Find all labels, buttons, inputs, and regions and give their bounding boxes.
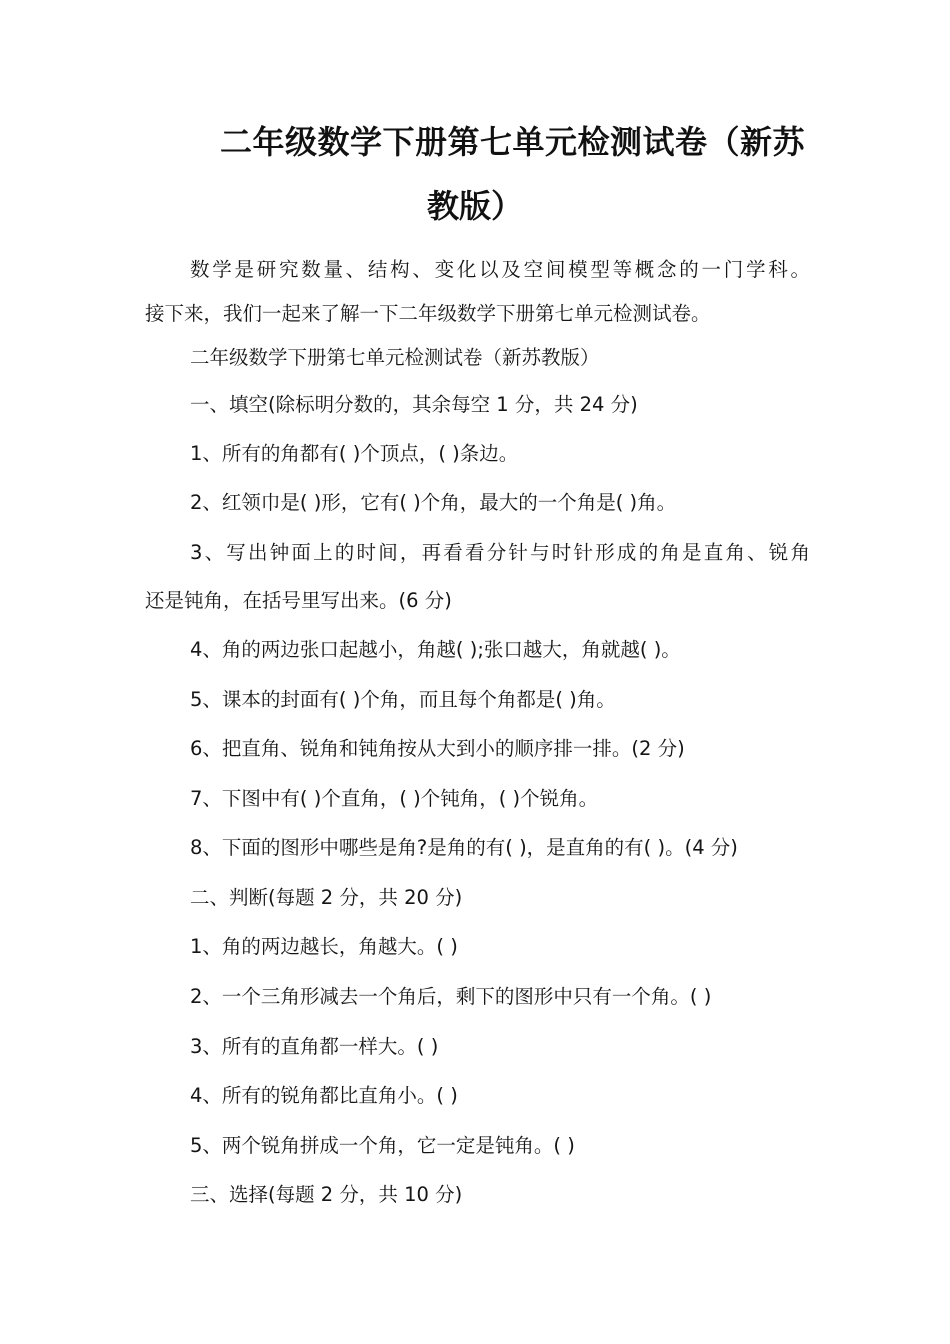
- intro-paragraph-line-2: 接下来，我们一起来了解一下二年级数学下册第七单元检测试卷。: [145, 302, 711, 325]
- section-1-question-3-line-1: 3、写出钟面上的时间，再看看分针与时针形成的角是直角、锐角: [190, 541, 810, 564]
- section-2-question-2: 2、一个三角形减去一个角后，剩下的图形中只有一个角。( ): [190, 985, 712, 1008]
- section-1-question-6: 6、把直角、锐角和钝角按从大到小的顺序排一排。(2 分): [190, 737, 685, 760]
- section-2-question-4: 4、所有的锐角都比直角小。( ): [190, 1084, 458, 1107]
- section-3-heading: 三、选择(每题 2 分，共 10 分): [190, 1183, 463, 1206]
- document-title-line-2: 教版）: [426, 187, 523, 225]
- document-subtitle: 二年级数学下册第七单元检测试卷（新苏教版）: [190, 346, 600, 369]
- intro-paragraph-line-1: 数学是研究数量、结构、变化以及空间模型等概念的一门学科。: [190, 258, 810, 281]
- section-1-question-5: 5、课本的封面有( )个角，而且每个角都是( )角。: [190, 688, 616, 711]
- section-1-question-7: 7、下图中有( )个直角，( )个钝角，( )个锐角。: [190, 787, 599, 810]
- section-1-question-3-line-2: 还是钝角，在括号里写出来。(6 分): [145, 589, 452, 612]
- section-2-question-3: 3、所有的直角都一样大。( ): [190, 1035, 439, 1058]
- section-1-question-1: 1、所有的角都有( )个顶点，( )条边。: [190, 442, 519, 465]
- section-1-question-4: 4、角的两边张口起越小，角越( );张口越大，角就越( )。: [190, 638, 681, 661]
- section-1-question-2: 2、红领巾是( )形，它有( )个角，最大的一个角是( )角。: [190, 491, 677, 514]
- section-1-question-8: 8、下面的图形中哪些是角?是角的有( )，是直角的有( )。(4 分): [190, 836, 738, 859]
- section-2-question-5: 5、两个锐角拼成一个角，它一定是钝角。( ): [190, 1134, 575, 1157]
- section-1-heading: 一、填空(除标明分数的，其余每空 1 分，共 24 分): [190, 393, 638, 416]
- section-2-heading: 二、判断(每题 2 分，共 20 分): [190, 886, 463, 909]
- document-title-line-1: 二年级数学下册第七单元检测试卷（新苏: [219, 123, 805, 161]
- section-2-question-1: 1、角的两边越长，角越大。( ): [190, 935, 458, 958]
